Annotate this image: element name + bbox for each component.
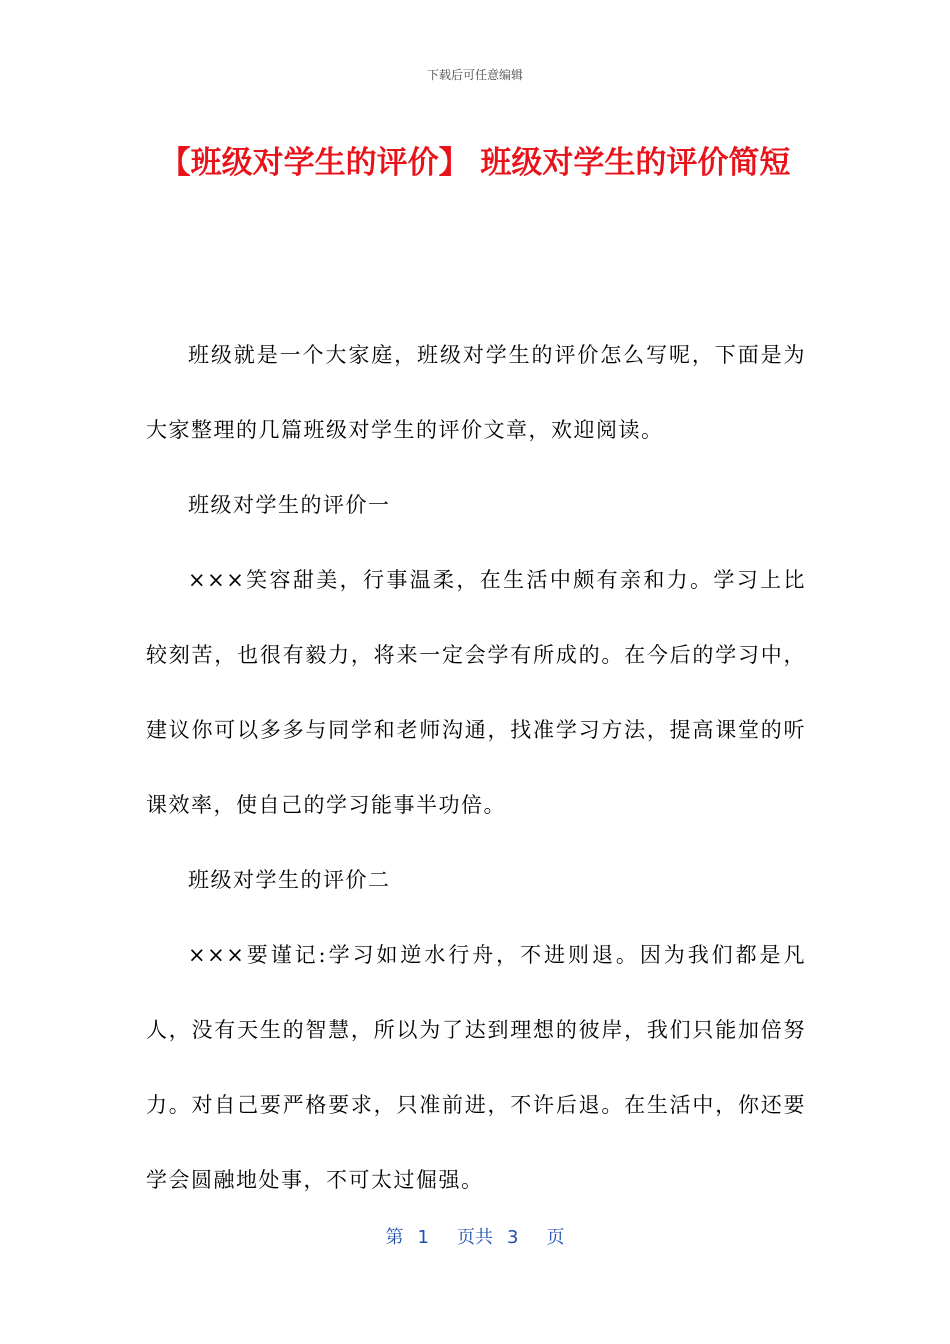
document-body (146, 318, 806, 1218)
footer-current-page: 1 (417, 1227, 429, 1248)
section-heading-one: 班级对学生的评价一 (188, 493, 391, 517)
document-title: 【班级对学生的评价】 班级对学生的评价简短 (159, 145, 791, 181)
page-footer (0, 1226, 950, 1250)
intro-paragraph: 班级就是一个大家庭，班级对学生的评价怎么写呢，下面是为大家整理的几篇班级对学生的评价文章，欢迎阅读。 (146, 343, 806, 442)
section-heading-two: 班级对学生的评价二 (188, 868, 391, 892)
header-note: 下载后可任意编辑 (426, 68, 523, 82)
footer-prefix: 第 (385, 1227, 404, 1248)
evaluation-paragraph-one: ×××笑容甜美，行事温柔，在生活中颇有亲和力。学习上比较刻苦，也很有毅力，将来一定会学有所成的。在今后的学习中，建议你可以多多与同学和老师沟通，找准学习方法，提高课堂的听课效率，使自己的学习能事半功倍。 (146, 568, 806, 817)
footer-middle: 页共 (457, 1227, 493, 1248)
footer-suffix: 页 (546, 1227, 565, 1248)
evaluation-paragraph-two: ×××要谨记:学习如逆水行舟，不进则退。因为我们都是凡人，没有天生的智慧，所以为了达到理想的彼岸，我们只能加倍努力。对自己要严格要求，只准前进，不许后退。在生活中，你还要学会圆融地处事，不可太过倔强。 (146, 943, 806, 1192)
footer-total-pages: 3 (507, 1227, 519, 1248)
